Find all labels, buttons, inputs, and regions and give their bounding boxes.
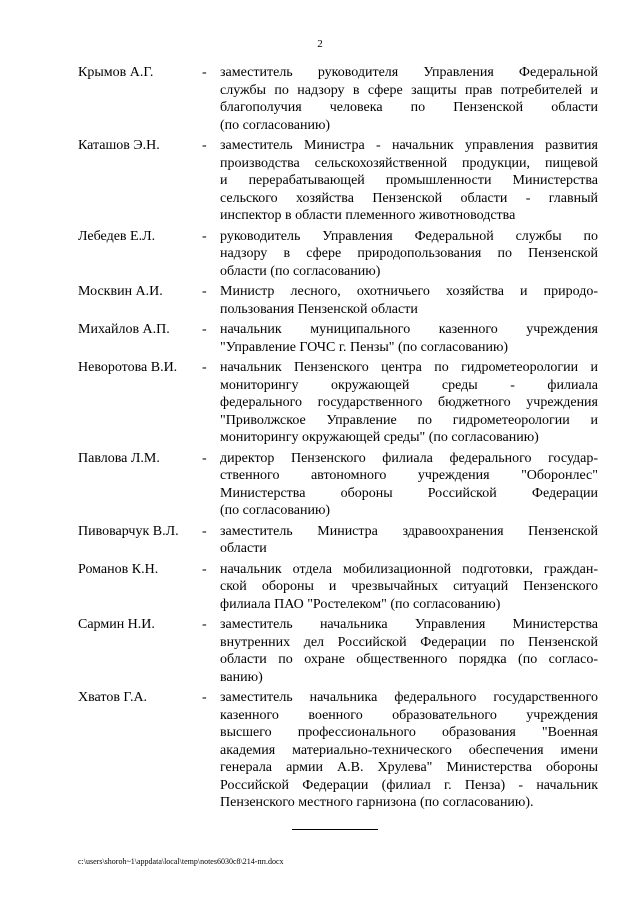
- member-role: [220, 523, 598, 558]
- member-dash: -: [202, 617, 207, 632]
- member-role-line: высшего профессионального образования "Военная: [220, 725, 598, 740]
- member-role: [220, 450, 598, 520]
- member-dash: -: [202, 561, 207, 577]
- member-role: [220, 137, 598, 225]
- member-role-line: федерального государственного бюджетного учреждения: [220, 395, 598, 410]
- member-role-line: мониторингу окружающей среды - филиала: [220, 377, 598, 393]
- member-role-line: мониторингу окружающей среды" (по согласованию): [220, 430, 539, 445]
- member-row: [78, 450, 598, 520]
- member-dash: -: [202, 228, 207, 244]
- member-dash: -: [202, 450, 207, 466]
- member-name: Романов К.Н.: [78, 561, 159, 577]
- member-row: [78, 359, 598, 447]
- member-role-line: пользования Пензенской области: [220, 301, 418, 317]
- member-role-line: филиала ПАО "Ростелеком" (по согласованию): [220, 596, 501, 612]
- member-role-line: директор Пензенского филиала федерального государ-: [220, 450, 598, 466]
- member-role-line: начальник отдела мобилизационной подготовки, граждан-: [220, 561, 598, 577]
- member-dash: -: [202, 322, 207, 337]
- member-role-line: академия материально-технического обеспечения имени: [220, 742, 598, 758]
- member-dash: -: [202, 284, 207, 299]
- member-role-line: заместитель начальника федерального государственного: [220, 690, 598, 705]
- member-role-line: заместитель начальника Управления Министерства: [220, 617, 598, 632]
- member-role: [220, 64, 598, 134]
- member-role: [220, 321, 598, 356]
- member-name: Неворотова В.И.: [78, 360, 178, 375]
- member-role-line: внутренних дел Российской Федерации по Пензенской: [220, 634, 598, 650]
- member-dash: -: [202, 65, 207, 80]
- member-role-line: заместитель Министра здравоохранения Пензенской: [220, 523, 598, 539]
- member-role-line: генерала армии А.В. Хрулева" Министерства обороны: [220, 760, 598, 775]
- member-row: [78, 64, 598, 134]
- member-dash: -: [202, 360, 207, 375]
- page-number: 2: [317, 38, 323, 50]
- member-role-line: службы по надзору в сфере защиты прав потребителей и: [220, 82, 598, 98]
- member-role: [220, 561, 598, 614]
- member-role-line: (по согласованию): [220, 117, 331, 133]
- member-row: [78, 523, 598, 558]
- member-role-line: начальник Пензенского центра по гидрометеорологии и: [220, 360, 598, 375]
- member-role: [220, 616, 598, 686]
- member-role-line: руководитель Управления Федеральной службы по: [220, 228, 598, 244]
- member-name: Москвин А.И.: [78, 284, 163, 299]
- member-dash: -: [202, 523, 207, 539]
- member-role-line: "Управление ГОЧС г. Пензы" (по согласованию): [220, 339, 509, 355]
- member-dash: -: [202, 138, 207, 153]
- member-role-line: надзору в сфере природопользования по Пензенской: [220, 246, 598, 261]
- footer-divider: [292, 829, 378, 830]
- member-name: Павлова Л.М.: [78, 450, 160, 466]
- member-row: [78, 689, 598, 812]
- member-role: [220, 359, 598, 447]
- member-name: Пивоварчук В.Л.: [78, 523, 179, 539]
- member-role-line: ской обороны и чрезвычайных ситуаций Пензенского: [220, 579, 598, 594]
- member-role-line: заместитель руководителя Управления Федеральной: [220, 65, 598, 80]
- member-role: [220, 689, 598, 812]
- member-role-line: Министр лесного, охотничьего хозяйства и природо-: [220, 284, 598, 299]
- member-role-line: "Приволжское Управление по гидрометеорологии и: [220, 412, 598, 428]
- member-row: [78, 321, 598, 356]
- member-role-line: начальник муниципального казенного учреждения: [220, 322, 598, 337]
- member-role-line: ванию): [220, 669, 263, 685]
- member-role-line: Министерства обороны Российской Федерации: [220, 485, 598, 501]
- member-role-line: Пензенского местного гарнизона (по согласованию).: [220, 795, 534, 810]
- member-role-line: благополучия человека по Пензенской области: [220, 100, 598, 115]
- member-role-line: области по охране общественного порядка (по согласо-: [220, 652, 598, 667]
- footer-file-path: c:\users\shoroh~1\appdata\local\temp\notes6030c8\214-пп.docx: [78, 857, 284, 866]
- member-name: Сармин Н.И.: [78, 617, 155, 632]
- member-name: Каташов Э.Н.: [78, 138, 160, 153]
- member-role-line: заместитель Министра - начальник управления развития: [220, 138, 598, 153]
- member-name: Михайлов А.П.: [78, 322, 170, 337]
- member-role-line: области: [220, 541, 267, 556]
- member-role-line: области (по согласованию): [220, 263, 381, 279]
- member-role-line: ственного автономного учреждения "Оборонлес": [220, 468, 598, 483]
- member-role: [220, 283, 598, 318]
- member-role-line: инспектор в области племенного животноводства: [220, 208, 516, 223]
- member-role-line: (по согласованию): [220, 503, 331, 518]
- member-row: [78, 616, 598, 686]
- member-dash: -: [202, 690, 207, 705]
- member-name: Крымов А.Г.: [78, 65, 154, 80]
- member-role-line: Российской Федерации (филиал г. Пенза) - начальник: [220, 777, 598, 793]
- members-list: [78, 64, 598, 815]
- member-name: Лебедев Е.Л.: [78, 228, 156, 244]
- member-role-line: сельского хозяйства Пензенской области - главный: [220, 190, 598, 206]
- member-row: [78, 283, 598, 318]
- member-name: Хватов Г.А.: [78, 690, 148, 705]
- member-row: [78, 228, 598, 281]
- member-row: [78, 137, 598, 225]
- member-role-line: казенного военного образовательного учреждения: [220, 707, 598, 723]
- member-row: [78, 561, 598, 614]
- member-role: [220, 228, 598, 281]
- member-role-line: и перерабатывающей промышленности Министерства: [220, 173, 598, 188]
- member-role-line: производства сельскохозяйственной продукции, пищевой: [220, 155, 598, 171]
